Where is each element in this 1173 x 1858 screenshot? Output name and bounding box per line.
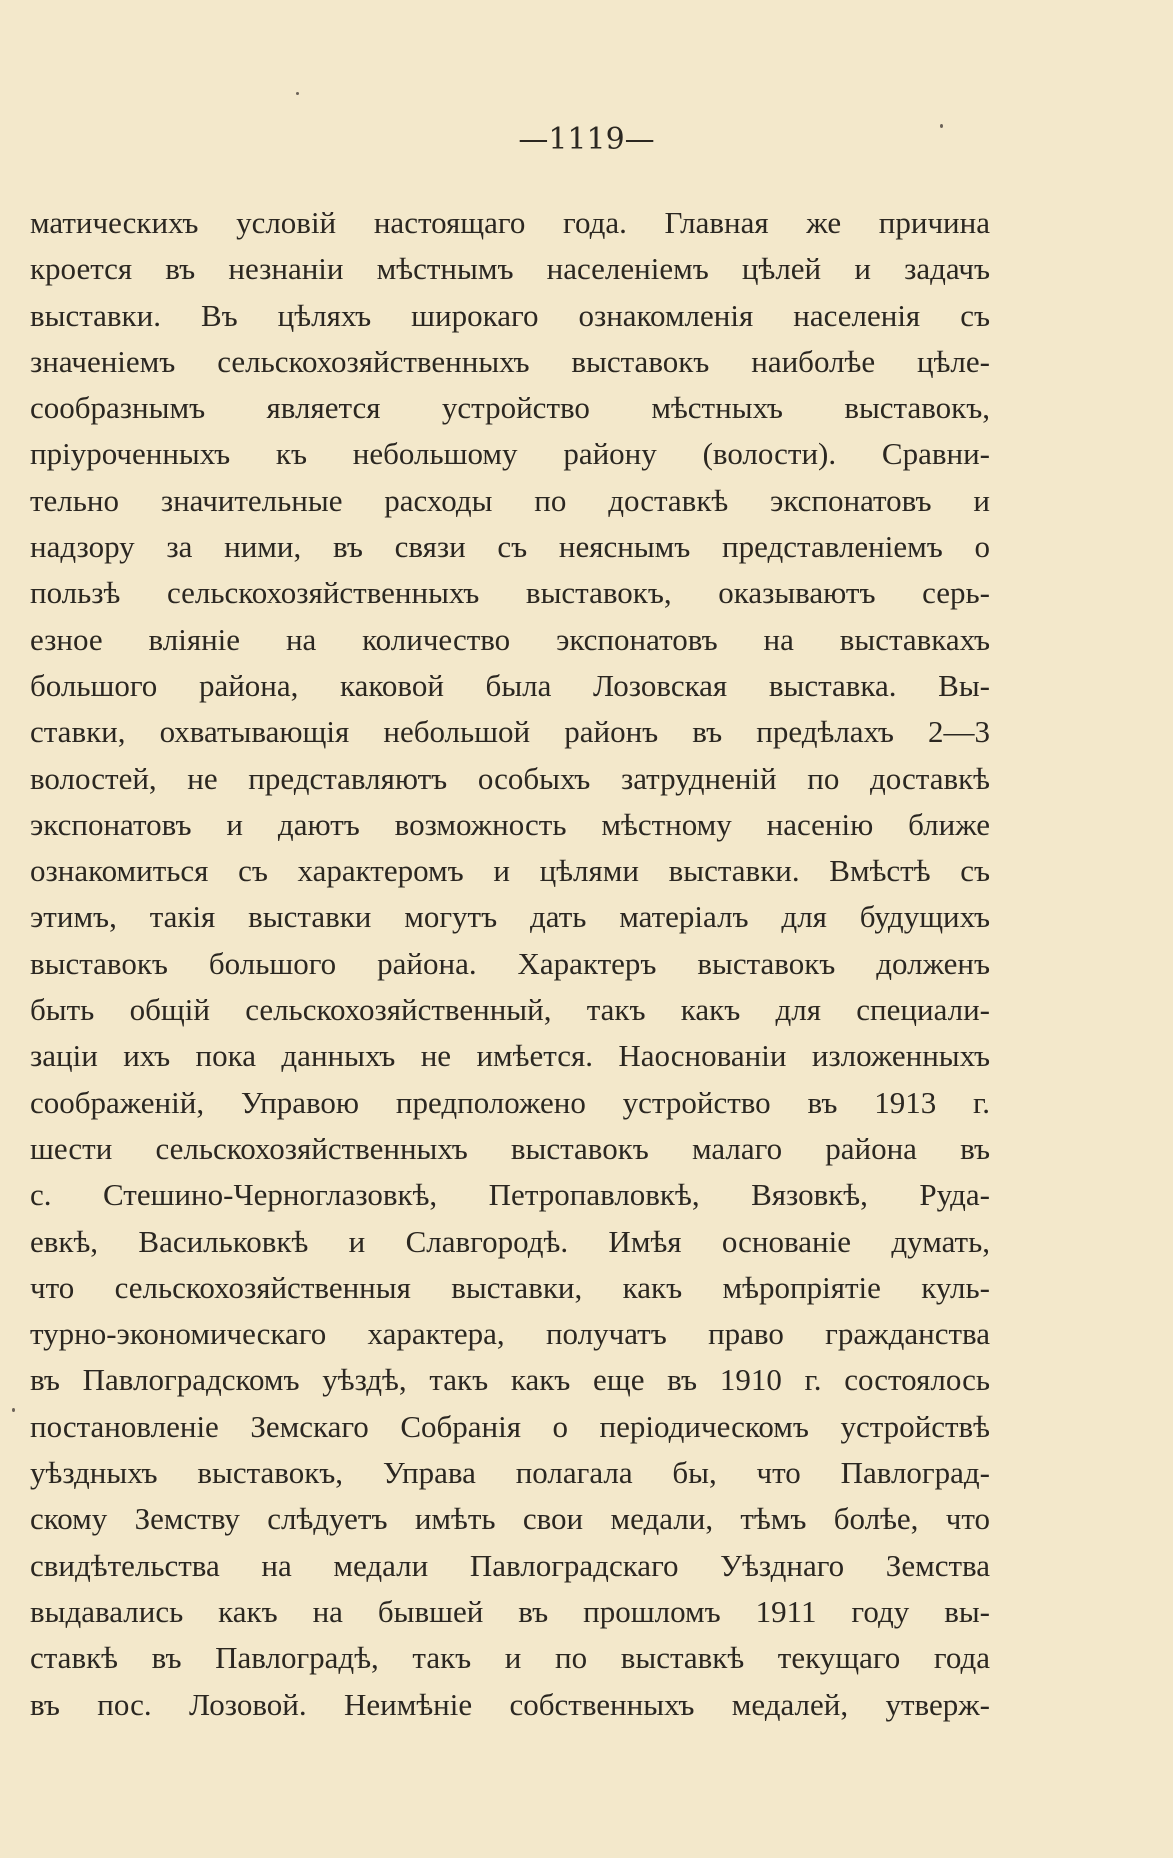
text-line: езное вліяніе на количество экспонатовъ на выставкахъ [30,621,990,657]
text-line: скому Земству слѣдуетъ имѣть свои медали, тѣмъ болѣе, что [30,1501,990,1537]
text-line: ставки, охватывающія небольшой районъ въ предѣлахъ 2—3 [30,714,990,750]
text-line: значеніемъ сельскохозяйственныхъ выставокъ наиболѣе цѣле- [30,343,990,379]
text-line: быть общій сельскохозяйственный, такъ какъ для специали- [30,992,990,1028]
body-text [30,200,990,1728]
text-line: что сельскохозяйственныя выставки, какъ мѣропріятіе куль- [30,1269,990,1305]
text-line: турно-экономическаго характера, получатъ право гражданства [30,1316,990,1352]
text-line: шести сельскохозяйственныхъ выставокъ малаго района въ [30,1130,990,1166]
text-line: надзору за ними, въ связи съ неяснымъ представленіемъ о [30,529,990,565]
text-line: с. Стешино-Черноглазовкѣ, Петропавловкѣ, Вязовкѣ, Руда- [30,1177,990,1213]
text-line: заціи ихъ пока данныхъ не имѣется. Наоснованіи изложенныхъ [30,1038,990,1074]
text-line: пользѣ сельскохозяйственныхъ выставокъ, оказываютъ серь- [30,575,990,611]
text-line: сообразнымъ является устройство мѣстныхъ выставокъ, [30,390,990,426]
text-line: выставокъ большого района. Характеръ выставокъ долженъ [30,945,990,981]
text-line: этимъ, такія выставки могутъ дать матеріалъ для будущихъ [30,899,990,935]
text-line: пріуроченныхъ къ небольшому району (волости). Сравни- [30,436,990,472]
text-line: ставкѣ въ Павлоградѣ, такъ и по выставкѣ текущаго года [30,1640,990,1676]
text-line: экспонатовъ и даютъ возможность мѣстному насенію ближе [30,806,990,842]
paper-speck [940,124,943,128]
text-line: ознакомиться съ характеромъ и цѣлями выставки. Вмѣстѣ съ [30,853,990,889]
page-number: —1119— [518,122,655,157]
text-line: соображеній, Управою предположено устройство въ 1913 г. [30,1084,990,1120]
text-line: тельно значительные расходы по доставкѣ экспонатовъ и [30,482,990,518]
text-line: выставки. Въ цѣляхъ широкаго ознакомленія населенія съ [30,297,990,333]
text-line: евкѣ, Васильковкѣ и Славгородѣ. Имѣя основаніе думать, [30,1223,990,1259]
text-line: уѣздныхъ выставокъ, Управа полагала бы, что Павлоград- [30,1455,990,1491]
text-line: кроется въ незнаніи мѣстнымъ населеніемъ цѣлей и задачъ [30,251,990,287]
text-line: волостей, не представляютъ особыхъ затрудненій по доставкѣ [30,760,990,796]
text-line: свидѣтельства на медали Павлоградскаго Уѣзднаго Земства [30,1547,990,1583]
text-line: постановленіе Земскаго Собранія о періодическомъ устройствѣ [30,1408,990,1444]
text-line: въ Павлоградскомъ уѣздѣ, такъ какъ еще въ 1910 г. состоялось [30,1362,990,1398]
text-line: выдавались какъ на бывшей въ прошломъ 1911 году вы- [30,1593,990,1629]
text-line: въ пос. Лозовой. Неимѣніе собственныхъ медалей, утверж- [30,1686,990,1722]
paper-speck [296,92,299,95]
paper-speck [12,1408,15,1412]
text-line: матическихъ условій настоящаго года. Главная же причина [30,205,990,240]
text-line: большого района, каковой была Лозовская выставка. Вы- [30,667,990,703]
